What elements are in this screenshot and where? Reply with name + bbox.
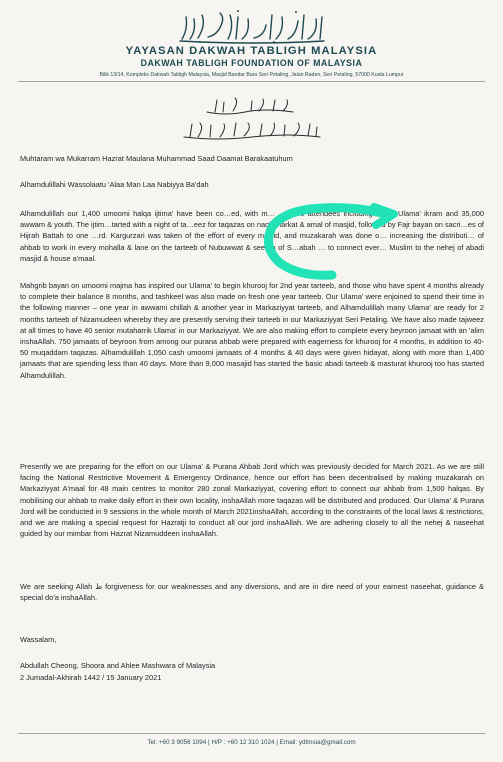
org-name-english: DAKWAH TABLIGH FOUNDATION OF MALAYSIA: [140, 58, 363, 68]
arabic-calligraphy-logo-icon: [178, 9, 326, 45]
letter-paragraph-1: Alhamdulillah our 1,400 umoomi halqa ijtima' have been co…ed, with m… …0,000 attendees including 3,400 Ulama' ikram and 35,000 awwam & youth. The ijtim…tarted with a night of ta…eez for taqazas on naqlo harkat & amal of masjid, followed by Fajr bayan on sacri…es of Hijrah Battah to one …rd. Kargurzari was taken of the effort of every masjid, and muzakarah was done o… increasing the distributi… of ahbab to work in every mohalla & lane on the tarteeb of Nubuwwat & seerah of S…abah … to connect ever… Muslim to the nehej of abadi masjid & house a'maal.: [20, 209, 484, 263]
org-address: Bilik 13/14, Kompleks Dakwah Tabligh Malaysia, Masjid Bandar Baru Seri Petaling, Jalan Raden, Seri Petaling, 57000 Kuala Lumpur: [99, 72, 404, 78]
letter-opening: Alhamdulillahi Wassolaatu 'Alaa Man Laa Nabiyya Ba'dah: [20, 180, 209, 189]
header-divider: [18, 81, 485, 82]
letter-date: 2 Jumadal-Akhirah 1442 / 15 January 2021: [20, 673, 162, 682]
footer-contact: Tel: +60 3 9056 1094 | H/P : +60 12 310 1024 | Email: ydtmsia@gmail.com: [147, 739, 356, 746]
letter-paragraph-3: Presently we are preparing for the effort on our Ulama' & Purana Ahbab Jord which was previously decided for March 2021. As we are still facing the National Restrictive Movement & Emergency Ordinance, hence our effort has been decentralised by making muzakarah on Markaziyyat A'maal for 48 main centres to monitor 280 zonal Markaziyyat, covering effort to connect our ahbab from 1,500 halqas. By mobilising our ahbab to make daily effort in their own locality, inshaAllah more taqazas will be distributed and produced. Our Ulama' & Purana Jord will be conducted in 9 sessions in the whole month of March 2021inshaAllah, according to the constraints of the local laws & restrictions, and we are making a special request for Hazratji to conduct all our jord inshaAllah. We are adhering closely to all the nehej & naseehat guided by our mimbar from Hazrat Nizamuddeen inshaAllah.: [20, 462, 484, 539]
org-name-malay: YAYASAN DAKWAH TABLIGH MALAYSIA: [125, 45, 378, 57]
letter-salutation: Muhtaram wa Mukarram Hazrat Maulana Muhammad Saad Daamat Barakaatuhum: [20, 154, 293, 163]
footer-divider: [18, 733, 485, 734]
green-annotation-mark-icon: [256, 203, 406, 281]
letter-paragraph-4: We are seeking Allah ط forgiveness for our weaknesses and any diversions, and are in dire need of your earnest naseehat, guidance & special do'a inshaAllah.: [20, 582, 484, 603]
salam-calligraphy-icon: [182, 119, 322, 143]
letter-signatory: Abdullah Cheong, Shoora and Ahlee Mashwara of Malaysia: [20, 661, 216, 670]
letter-paragraph-2: Mahgrib bayan on umoomi majma has inspired our Ulama' to begin khurooj for 2nd year tarteeb, and those who have spent 4 months already to complete their balance 8 months, and tashkeel was also made on fresh one year tarteeb. Our Ulama' were enjoined to spend their time in the following manner – one year in awwami chillah & another year in Markaziyyat tarteeb, and Alhamdulillah many Ulama' are ready for 2 months tarteeb of Nizamudeen whereby they are presently serving their tarteeb in our Markaziyyat Seri Petaling. We have also made tajweez at all times to have 40 senior mutaharrik Ulama' in our Markaziyyat. We are also making effort to complete every beyroon jamaat with an 'alim inshaAllah. 750 jamaats of beyroon from among our purana ahbab were prepared with eagerness for khurooj for 4 months, in addition to 40-50 muqaddam taqazas. Alhamdulillah 1,050 cash umoomi jamaats of 4 months & 40 days were given hidayat, along with more than 1,400 jamaats that are spending less than 40 days. More than 9,000 masajid has started the basic abadi tarteeb & masturat khurooj too has started Alhamdulillah.: [20, 281, 484, 380]
letter-closing: Wassalam,: [20, 635, 57, 644]
bismillah-calligraphy-icon: [205, 96, 297, 118]
